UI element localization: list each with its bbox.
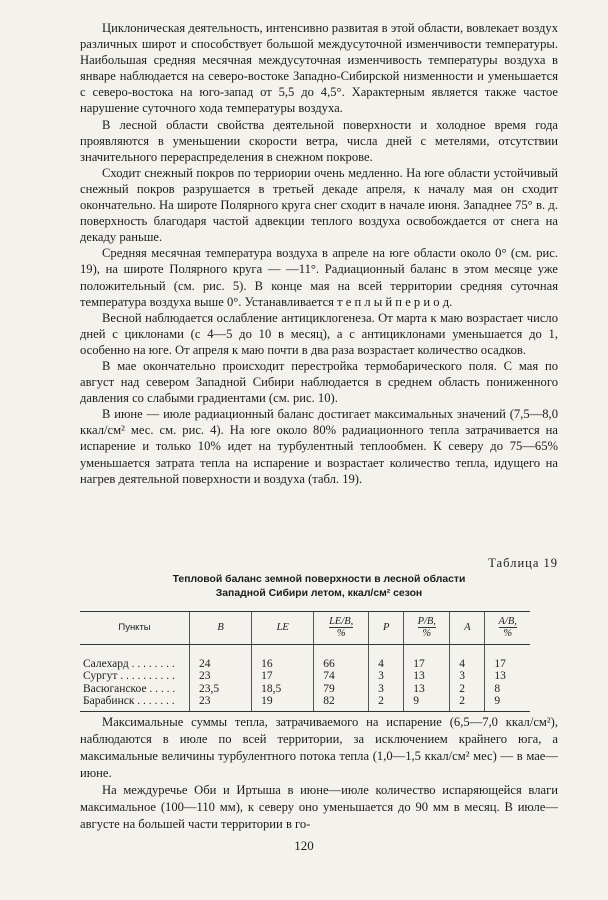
paragraph-june-july-balance: В июне — июле радиационный баланс достигает максимальных значений (7,5—8,0 ккал/см² мес. см. рис. 4). На юге около 80% радиационного тепла затрачивается на испарение и только 10% идет на турбулентный теплообмен. К северу до 75—65% уменьшается затрата тепла на испарение и возрастает количество тепла, идущего на нагрев деятельной поверхности и воздуха (табл. 19). — [80, 407, 558, 486]
body-text-top — [80, 20, 558, 487]
cell-le: 19 — [252, 695, 314, 711]
cell-b: 23 — [190, 695, 252, 711]
header-p: P — [369, 612, 404, 645]
table-header-row — [80, 612, 530, 645]
table-title — [80, 573, 558, 601]
header-le-b-den: % — [336, 628, 346, 639]
header-b: B — [190, 612, 252, 645]
paragraph-forest-surface: В лесной области свойства деятельной поверхности и холодное время года проявляются в уменьшении скорости ветра, числа дней с метелями, отсутствии значительного перераспределения в снежном покрове. — [80, 117, 558, 164]
cell-b: 23,5 — [190, 683, 252, 695]
paragraph-april-temperature: Средняя месячная температура воздуха в апреле на юге области около 0° (см. рис. 19), на широте Полярного круга — —11°. Радиационный баланс в этом месяце уже положительный (см. рис. 5). В конце мая на всей территории средняя суточная температура воздуха выше 0°. Устанавливается т е п л ы й п е р и о д. — [80, 246, 558, 309]
header-p-b-num: P/B, — [417, 615, 436, 627]
header-a-b-den: % — [503, 628, 513, 639]
paragraph-max-evaporation: Максимальные суммы тепла, затрачиваемого на испарение (6,5—7,0 ккал/см²), наблюдаются в июле по всей территории, за исключением крайнего юга, а максимальные величины турбулентного потока тепла (1,0—1,5 ккал/см² мес) — в мае—июне. — [80, 715, 558, 780]
header-points: Пункты — [80, 612, 190, 645]
paragraph-may-restructuring: В мае окончательно происходит перестройка термобарического поля. С мая по август над севером Западной Сибири наблюдается в среднем область пониженного давления со слабыми градиентами (см. рис. 10). — [80, 358, 558, 406]
heat-balance-table — [80, 611, 530, 712]
cell-a: 3 — [450, 670, 485, 682]
cell-le-b: 79 — [314, 683, 369, 695]
cell-p-b: 17 — [404, 645, 450, 671]
paragraph-spring-anticyclogenesis: Весной наблюдается ослабление антициклогенеза. От марта к маю возрастает число дней с циклонами (с 4—5 до 10 в месяц), а с антициклонами уменьшается до 1, особенно на юге. От апреля к маю почти в два раза возрастает количество осадков. — [80, 310, 558, 357]
header-a: A — [450, 612, 485, 645]
header-le-b-num: LE/B, — [329, 615, 354, 627]
cell-le-b: 82 — [314, 695, 369, 711]
paragraph-ob-irtysh: На междуречье Оби и Иртыша в июне—июле количество испаряющейся влаги максимальное (100—110 мм), к северу оно уменьшается до 90 мм в месяц. В июле—августе на большей части территории в го- — [80, 783, 558, 831]
header-a-b — [485, 612, 530, 645]
cell-p-b: 9 — [404, 695, 450, 711]
cell-p-b: 13 — [404, 683, 450, 695]
cell-a: 2 — [450, 695, 485, 711]
table-title-line2: Западной Сибири летом, ккал/см² сезон — [215, 588, 423, 599]
cell-p: 4 — [369, 645, 404, 671]
cell-le: 18,5 — [252, 683, 314, 695]
header-le-b — [314, 612, 369, 645]
table-title-line1: Тепловой баланс земной поверхности в лесной области — [172, 574, 466, 585]
table-row — [80, 645, 530, 671]
cell-a-b: 9 — [485, 695, 530, 711]
body-text-bottom — [80, 714, 558, 833]
header-le: LE — [252, 612, 314, 645]
cell-a: 4 — [450, 645, 485, 671]
paragraph-cyclonic: Циклоническая деятельность, интенсивно развитая в этой области, вовлекает воздух различных широт и способствует большой междусуточной изменчивости температуры. Наибольшая средняя месячная междусуточная изменчивость температуры воздуха в январе наблюдается на северо-востоке Западно-Сибирской низменности и уменьшается с северо-востока на юго-запад от 5,5 до 4,5°. Характерным является также частое нарушение суточного хода температуры воздуха. — [80, 21, 558, 116]
cell-a-b: 8 — [485, 683, 530, 695]
header-p-b-den: % — [422, 628, 432, 639]
table-caption: Таблица 19 — [488, 556, 558, 570]
cell-b: 23 — [190, 670, 252, 682]
cell-p-b: 13 — [404, 670, 450, 682]
cell-p: 3 — [369, 683, 404, 695]
cell-le: 17 — [252, 670, 314, 682]
cell-name: Васюганское . . . . . — [83, 682, 176, 695]
cell-le-b: 66 — [314, 645, 369, 671]
cell-name: Салехард . . . . . . . . — [83, 658, 175, 670]
cell-p: 2 — [369, 695, 404, 711]
table-row — [80, 683, 530, 695]
cell-a-b: 17 — [485, 645, 530, 671]
cell-name: Барабинск . . . . . . . — [80, 695, 190, 711]
cell-a: 2 — [450, 683, 485, 695]
page-number: 120 — [294, 838, 314, 853]
cell-name: Сургут . . . . . . . . . . — [83, 670, 175, 683]
cell-le-b: 74 — [314, 670, 369, 682]
cell-b: 24 — [190, 645, 252, 671]
header-p-b — [404, 612, 450, 645]
cell-p: 3 — [369, 670, 404, 682]
header-a-b-num: A/B, — [498, 615, 517, 627]
table-row — [80, 670, 530, 682]
cell-le: 16 — [252, 645, 314, 671]
paragraph-snow-cover: Сходит снежный покров по терриории очень медленно. На юге области устойчивый снежный покров разрушается в третьей декаде апреля, к началу мая он сходит окончательно. На широте Полярного круга снег сходит в начале июня. Западнее 75° в. д. поверхность благодаря частой адвекции теплого воздуха освобождается от снега на декаду раньше. — [80, 165, 558, 245]
table-row — [80, 695, 530, 711]
cell-a-b: 13 — [485, 670, 530, 682]
